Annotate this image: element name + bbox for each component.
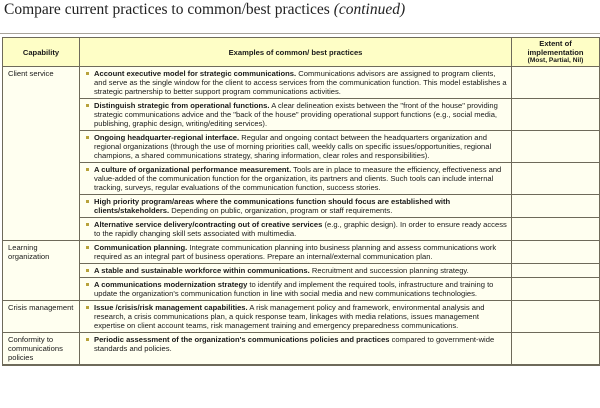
page-title-suffix: (continued) <box>333 1 406 18</box>
title-divider <box>0 33 600 34</box>
capability-cell: Client service <box>3 67 80 241</box>
practice-cell <box>80 99 512 131</box>
practice-cell <box>80 278 512 301</box>
extent-input-cell[interactable] <box>512 278 600 301</box>
table-row <box>3 264 600 278</box>
table-row <box>3 301 600 333</box>
practice-text <box>94 197 507 215</box>
table-row <box>3 67 600 99</box>
table-row <box>3 99 600 131</box>
practice-text <box>94 69 507 96</box>
practice-description: Tools are in place to measure the efficiency, effectiveness and value-added of the communication function for the organization, its partners and clients. Such tools can include internal tracking, surveys, regular evaluations of the communication function, success stories. <box>94 165 502 192</box>
extent-input-cell[interactable] <box>512 163 600 195</box>
extent-input-cell[interactable] <box>512 67 600 99</box>
practice-title: High priority program/areas where the communications function should focus are established with clients/stakeholders. <box>94 197 451 215</box>
practice-text <box>94 303 507 330</box>
practice-description: (e.g., graphic design). In order to ensure ready access to the rapidly changing skill sets associated with multimedia. <box>94 220 507 238</box>
practice-cell <box>80 301 512 333</box>
table-row <box>3 195 600 218</box>
practices-table <box>2 37 600 366</box>
practice-description: Integrate communication planning into business planning and assess communications work required as an integral part of business operations. Prepare an internal/external communication plan. <box>94 243 497 261</box>
practice-description: Depending on public, organization, program or staff requirements. <box>169 206 393 215</box>
extent-input-cell[interactable] <box>512 131 600 163</box>
practice-title: A stable and sustainable workforce within communications. <box>94 266 310 275</box>
practice-title: Alternative service delivery/contracting out of creative services <box>94 220 323 229</box>
practice-text <box>94 220 507 238</box>
header-capability: Capability <box>3 38 80 67</box>
practice-cell <box>80 67 512 99</box>
header-extent-label: Extent of implementation <box>527 39 584 57</box>
practice-description: Regular and ongoing contact between the headquarters organization and regional organizations (through the use of morning priorities call, weekly calls on specific issues/opportunities, regional champions, a shared communications strategy, sharing information, clear roles and responsibilities). <box>94 133 492 160</box>
extent-input-cell[interactable] <box>512 99 600 131</box>
capability-cell: Crisis management <box>3 301 80 333</box>
practice-item <box>86 303 507 330</box>
practice-cell <box>80 163 512 195</box>
bullet-icon <box>86 269 89 272</box>
practice-title: A culture of organizational performance measurement. <box>94 165 292 174</box>
practice-description: Communications advisors are assigned to program clients, and serve as the single window for the client to access services from the communication function. This model establishes a strategic partnership to better support program communications activities. <box>94 69 507 96</box>
practice-description: A clear delineation exists between the "front of the house" providing strategic communications advice and the "back of the house" providing operational support functions (e.g., social media, publishing, graphic design, writing/editing services). <box>94 101 498 128</box>
practice-text <box>94 165 507 192</box>
extent-input-cell[interactable] <box>512 241 600 264</box>
table-header-row <box>3 38 600 67</box>
extent-input-cell[interactable] <box>512 195 600 218</box>
practice-text <box>94 133 507 160</box>
practice-text <box>94 101 507 128</box>
practice-title: A communications modernization strategy <box>94 280 248 289</box>
practice-item <box>86 280 507 298</box>
practice-item <box>86 335 507 353</box>
bullet-icon <box>86 168 89 171</box>
practice-title: Periodic assessment of the organization's communications policies and practices <box>94 335 390 344</box>
practice-text <box>94 243 507 261</box>
bullet-icon <box>86 72 89 75</box>
bullet-icon <box>86 338 89 341</box>
practice-description: Recruitment and succession planning strategy. <box>309 266 469 275</box>
table-row <box>3 163 600 195</box>
practice-description: compared to government-wide standards and policies. <box>94 335 495 353</box>
practice-description: A risk management policy and framework, environmental analysis and research, a crisis communications plan, a quick response team, linkages with media relations, issues management expertise on client account teams, risk management training and emergency preparedness communications. <box>94 303 485 330</box>
table-row <box>3 241 600 264</box>
practice-title: Account executive model for strategic communications. <box>94 69 297 78</box>
extent-input-cell[interactable] <box>512 264 600 278</box>
practice-text <box>94 266 507 275</box>
bullet-icon <box>86 306 89 309</box>
extent-input-cell[interactable] <box>512 218 600 241</box>
table-row <box>3 218 600 241</box>
practice-item <box>86 101 507 128</box>
practice-cell <box>80 131 512 163</box>
practice-cell <box>80 218 512 241</box>
capability-cell: Conformity to communications policies <box>3 333 80 366</box>
practice-cell <box>80 333 512 366</box>
practice-title: Distinguish strategic from operational functions. <box>94 101 270 110</box>
practice-title: Issue /crisis/risk management capabilities. <box>94 303 248 312</box>
practice-item <box>86 133 507 160</box>
bullet-icon <box>86 104 89 107</box>
table-row <box>3 131 600 163</box>
practice-item <box>86 266 507 275</box>
header-extent <box>512 38 600 67</box>
practice-item <box>86 243 507 261</box>
practice-item <box>86 69 507 96</box>
capability-cell: Learning organization <box>3 241 80 301</box>
practice-title: Communication planning. <box>94 243 188 252</box>
page-title-main: Compare current practices to common/best practices <box>4 1 334 18</box>
table-row <box>3 333 600 366</box>
practice-text <box>94 280 507 298</box>
practice-item <box>86 220 507 238</box>
bullet-icon <box>86 223 89 226</box>
practice-title: Ongoing headquarter-regional interface. <box>94 133 240 142</box>
header-extent-sub: (Most, Partial, Nil) <box>527 57 584 64</box>
practice-cell <box>80 241 512 264</box>
header-examples: Examples of common/ best practices <box>80 38 512 67</box>
practice-item <box>86 165 507 192</box>
bullet-icon <box>86 283 89 286</box>
practice-text <box>94 335 507 353</box>
practice-cell <box>80 195 512 218</box>
page-title <box>4 0 405 20</box>
practice-item <box>86 197 507 215</box>
table-row <box>3 278 600 301</box>
extent-input-cell[interactable] <box>512 333 600 366</box>
practice-description: to identify and implement the required tools, infrastructure and training to update the organization's communication function in line with social media and new communications technologies. <box>94 280 494 298</box>
extent-input-cell[interactable] <box>512 301 600 333</box>
bullet-icon <box>86 136 89 139</box>
bullet-icon <box>86 200 89 203</box>
bullet-icon <box>86 246 89 249</box>
practice-cell <box>80 264 512 278</box>
